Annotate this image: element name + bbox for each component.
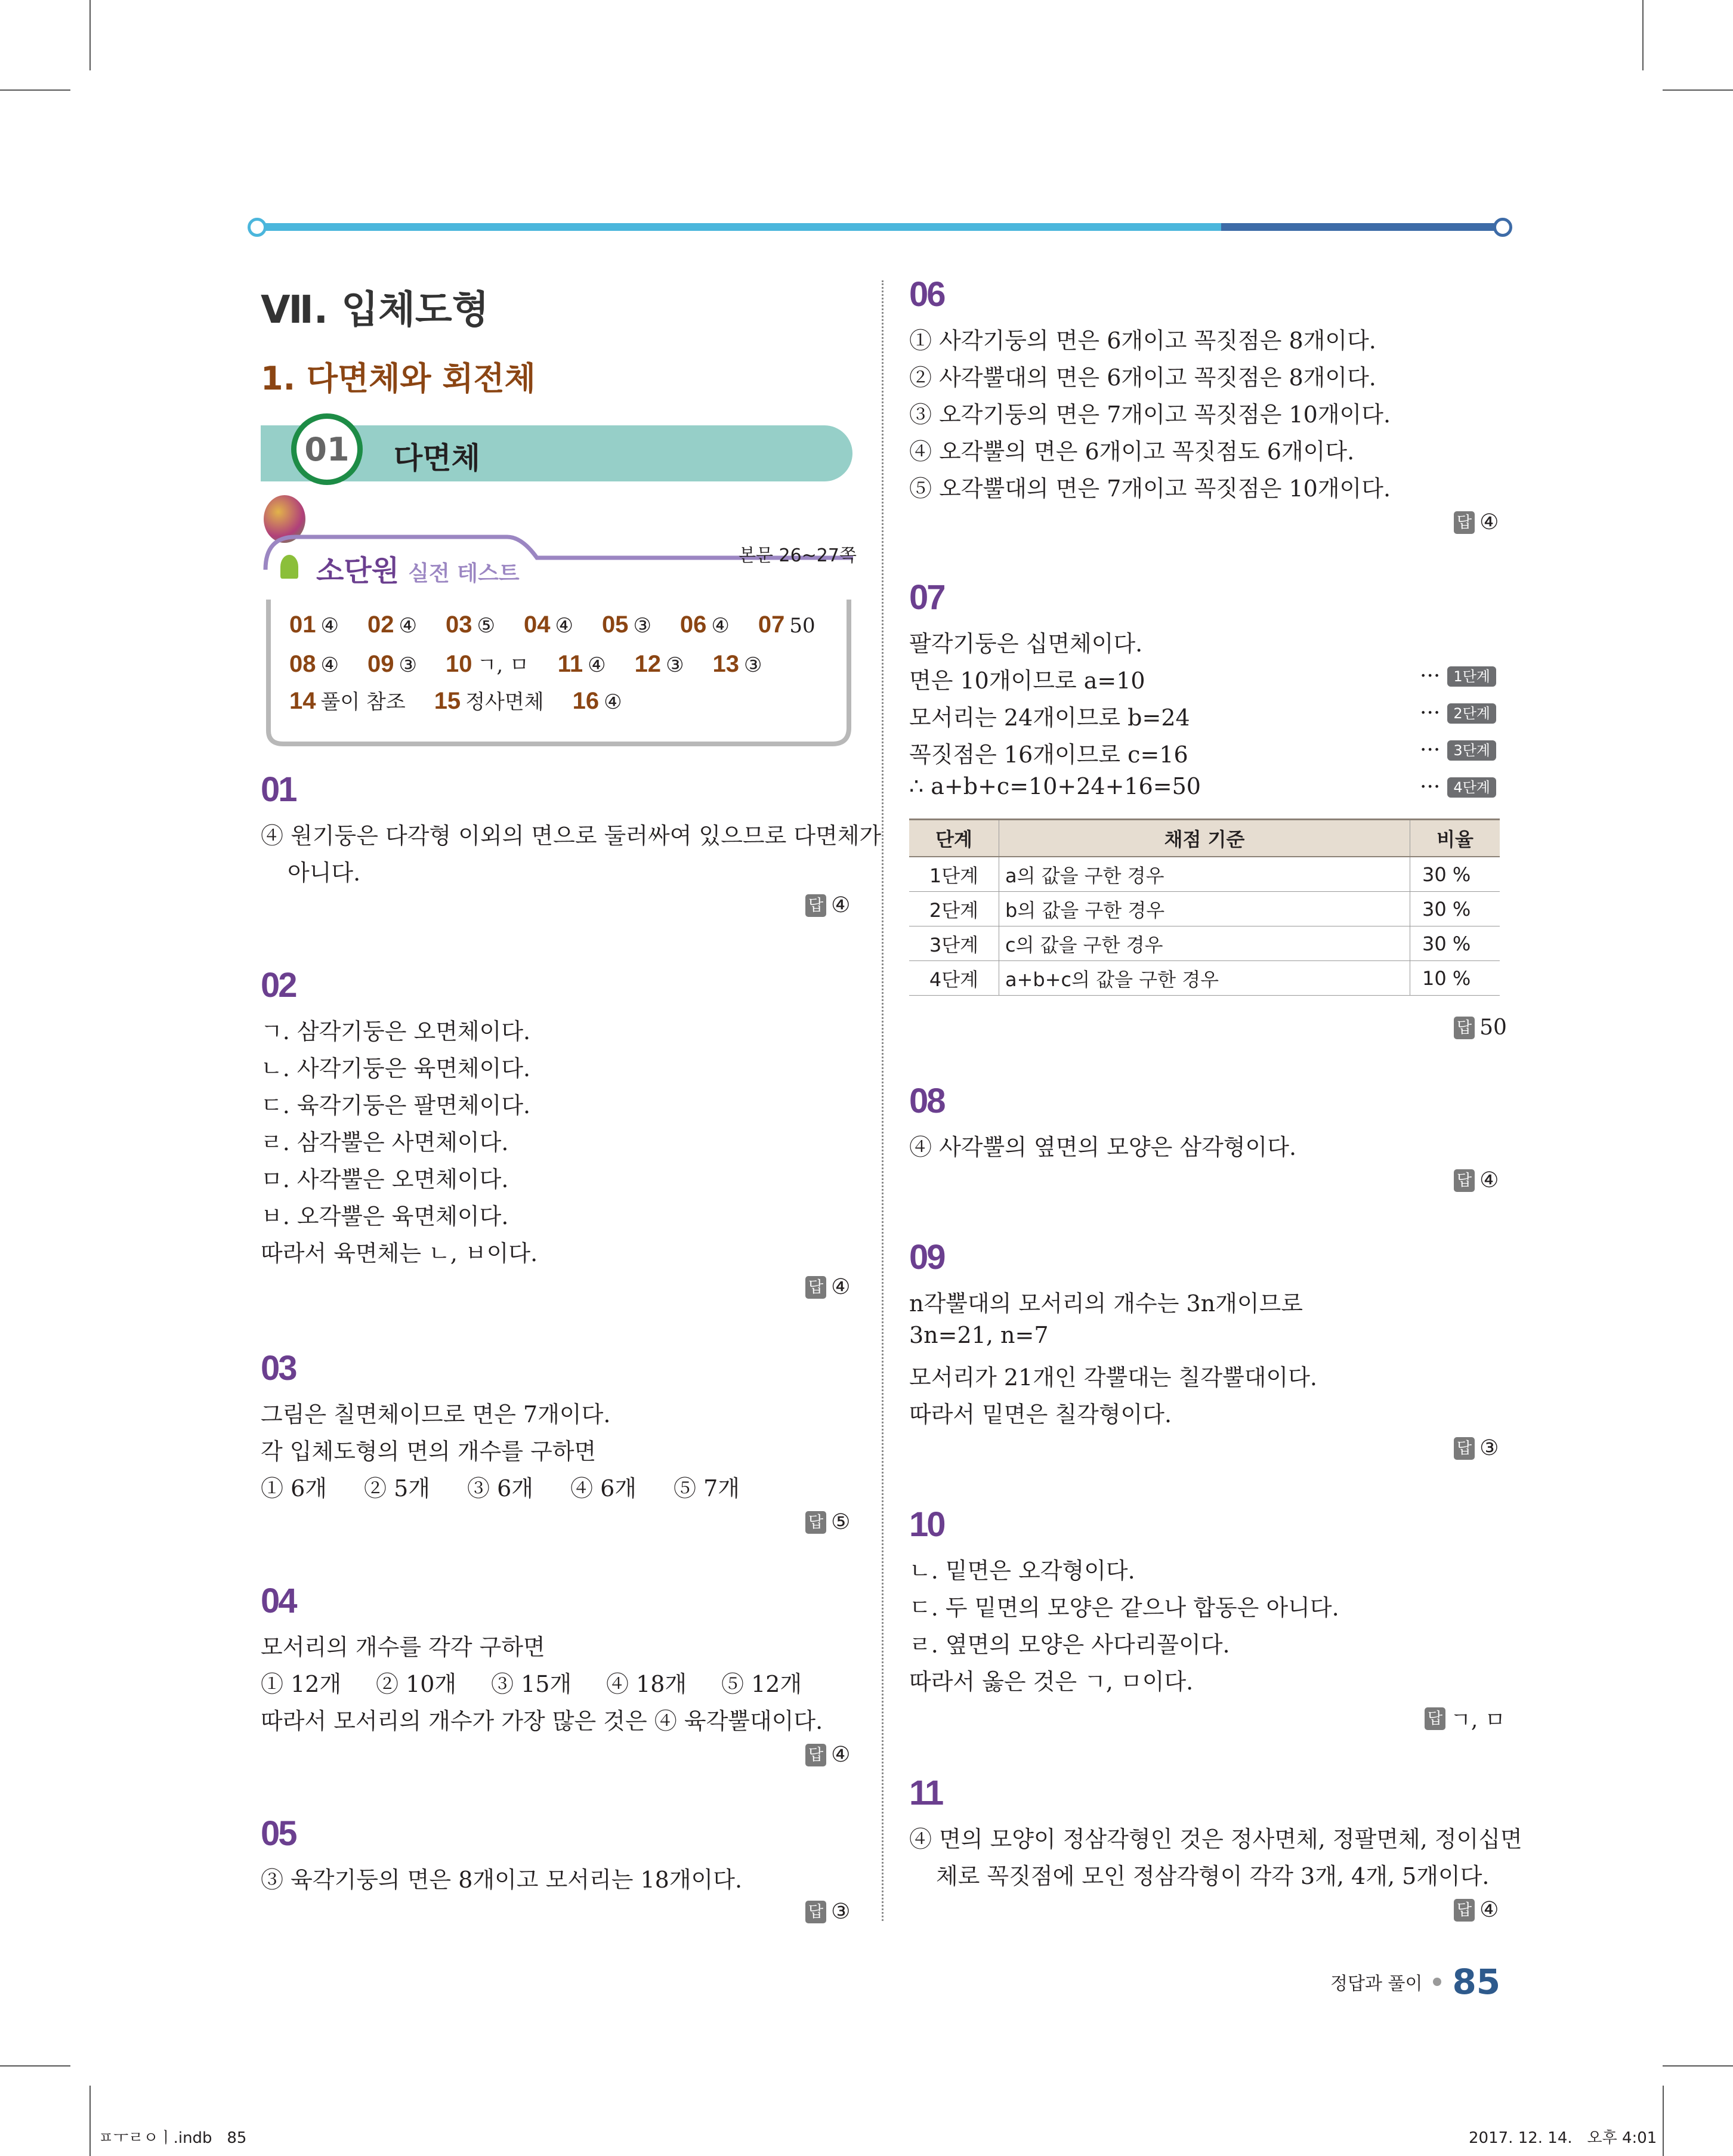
- crop-mark: [1642, 0, 1644, 70]
- table-cell: b의 값을 구한 경우: [999, 892, 1410, 926]
- answer-value: ④: [1479, 1898, 1499, 1922]
- problem-number: 11: [909, 1774, 943, 1812]
- step-dots: ···: [1420, 701, 1441, 725]
- answer-badge: 답: [1454, 1169, 1475, 1192]
- answer-key-number: 12: [634, 651, 662, 677]
- step-marker: [1420, 664, 1496, 688]
- unit-number-badge: [291, 413, 363, 485]
- footer-label: 정답과 풀이: [1330, 1973, 1423, 1994]
- problem-text: 체로 꼭짓점에 모인 정삼각형이 각각 3개, 4개, 5개이다.: [936, 1863, 1490, 1889]
- answer-key-value: ③: [744, 653, 762, 677]
- answer-value: ④: [1479, 1168, 1499, 1193]
- crop-mark: [1663, 2086, 1664, 2156]
- answer-key-number: 01: [289, 611, 316, 638]
- answer-line: [805, 1275, 850, 1299]
- problem-text: ㄴ. 사각기둥은 육면체이다.: [261, 1055, 531, 1082]
- problem-text: n각뿔대의 모서리의 개수는 3n개이므로: [909, 1290, 1303, 1317]
- problem-text: ④ 오각뿔의 면은 6개이고 꼭짓점도 6개이다.: [909, 438, 1355, 465]
- table-header: 비율: [1410, 820, 1500, 857]
- problem-text: ㄱ. 삼각기둥은 오면체이다.: [261, 1018, 531, 1045]
- choice: ⑤ 12개: [721, 1671, 802, 1697]
- problem-text: 모서리가 21개인 각뿔대는 칠각뿔대이다.: [909, 1364, 1317, 1391]
- problem-number: 07: [909, 578, 944, 617]
- choice: ③ 15개: [491, 1671, 572, 1697]
- problem-text: ㄷ. 두 밑면의 모양은 같으나 합동은 아니다.: [909, 1595, 1339, 1621]
- answer-key-number: 02: [367, 611, 394, 638]
- answer-key-number: 07: [758, 611, 785, 638]
- step-dots: ···: [1420, 664, 1441, 688]
- answer-key-value: ③: [633, 614, 651, 638]
- answer-line: [805, 1899, 850, 1924]
- choice: ① 12개: [261, 1671, 342, 1697]
- answer-value: ④: [831, 1275, 851, 1299]
- step-text: 모서리는 24개이므로 b=24: [909, 705, 1190, 731]
- page-reference: 본문 26~27쪽: [739, 545, 857, 566]
- choice: ④ 6개: [570, 1475, 637, 1502]
- crop-mark: [1663, 89, 1733, 91]
- problem-text: 그림은 칠면체이므로 면은 7개이다.: [261, 1401, 611, 1428]
- table-cell: 3단계: [909, 926, 999, 961]
- table-cell: c의 값을 구한 경우: [999, 926, 1410, 961]
- test-subtitle: 실전 테스트: [408, 561, 520, 586]
- answer-key-number: 05: [601, 611, 629, 638]
- answer-line: [1454, 510, 1499, 535]
- choice: ③ 6개: [467, 1475, 533, 1502]
- crop-mark: [89, 0, 91, 70]
- table-row: [909, 892, 1500, 926]
- step-badge: 2단계: [1447, 703, 1496, 724]
- answer-badge: 답: [805, 1744, 826, 1766]
- answer-key-value: ③: [399, 653, 417, 677]
- answer-value: ④: [831, 1743, 851, 1767]
- table-row: [909, 857, 1500, 892]
- step-marker: [1420, 775, 1496, 799]
- problem-text: 각 입체도형의 면의 개수를 구하면: [261, 1438, 597, 1465]
- problem-text: ㅁ. 사각뿔은 오면체이다.: [261, 1166, 509, 1193]
- answer-badge: 답: [1454, 1017, 1475, 1039]
- problem-number: 05: [261, 1814, 296, 1853]
- answer-line: [1425, 1703, 1506, 1734]
- choice: ⑤ 7개: [674, 1475, 740, 1502]
- answer-value: ③: [1479, 1436, 1499, 1460]
- column-divider: [882, 280, 884, 1921]
- answer-line: [805, 893, 850, 918]
- answer-key-value: ④: [320, 653, 339, 677]
- problem-number: 01: [261, 770, 296, 809]
- problem-text: ㅂ. 오각뿔은 육면체이다.: [261, 1203, 509, 1230]
- table-cell: 10 %: [1410, 961, 1500, 996]
- step-marker: [1420, 701, 1496, 725]
- answer-badge: 답: [805, 1511, 826, 1534]
- problem-text: 따라서 육면체는 ㄴ, ㅂ이다.: [261, 1240, 538, 1267]
- answer-line: [1454, 1898, 1499, 1922]
- answer-badge: 답: [805, 1276, 826, 1299]
- unit-number: 01: [304, 430, 350, 468]
- answer-badge: 답: [1454, 511, 1475, 534]
- problem-number: 03: [261, 1349, 296, 1388]
- answer-key-row: [289, 611, 844, 648]
- answer-value: ④: [1479, 510, 1499, 535]
- table-cell: 4단계: [909, 961, 999, 996]
- answer-value: ㄱ, ㅁ: [1450, 1708, 1506, 1732]
- table-cell: 30 %: [1410, 857, 1500, 892]
- slug-file: ㅍㅜㄹㅇㅣ.indb 85: [98, 2129, 247, 2147]
- crop-mark: [0, 89, 70, 91]
- answer-value: 50: [1479, 1015, 1507, 1040]
- choice: ① 6개: [261, 1475, 327, 1502]
- table-row: [909, 926, 1500, 961]
- problem-text: ④ 사각뿔의 옆면의 모양은 삼각형이다.: [909, 1134, 1297, 1160]
- answer-key-number: 09: [367, 651, 394, 677]
- problem-text: ⑤ 오각뿔대의 면은 7개이고 꼭짓점은 10개이다.: [909, 475, 1391, 502]
- choice: ② 10개: [376, 1671, 457, 1697]
- answer-key-number: 08: [289, 651, 316, 677]
- footer: [1330, 1962, 1500, 2002]
- answer-key-value: ④: [711, 614, 730, 638]
- answer-line: [1454, 1168, 1499, 1193]
- grading-table: [909, 818, 1500, 996]
- table-cell: 2단계: [909, 892, 999, 926]
- step-text: 꼭짓점은 16개이므로 c=16: [909, 742, 1188, 768]
- problem-text: ④ 면의 모양이 정삼각형인 것은 정사면체, 정팔면체, 정이십면: [909, 1826, 1522, 1852]
- problem-text: 따라서 옳은 것은 ㄱ, ㅁ이다.: [909, 1669, 1194, 1695]
- answer-badge: 답: [805, 1901, 826, 1923]
- answer-key-value: ㄱ, ㅁ: [477, 653, 529, 677]
- problem-text: 아니다.: [288, 860, 361, 886]
- answer-key-value: ④: [604, 690, 622, 714]
- answer-key-row: [289, 685, 844, 722]
- answer-key-number: 13: [712, 651, 740, 677]
- problem-number: 06: [909, 275, 944, 314]
- answer-key-row: [289, 648, 844, 685]
- step-marker: [1420, 738, 1496, 762]
- test-title: 소단원: [316, 554, 400, 588]
- choice: ④ 18개: [606, 1671, 687, 1697]
- problem-number: 10: [909, 1505, 944, 1544]
- answer-key-value: 정사면체: [465, 690, 544, 714]
- answer-key-value: ③: [666, 653, 684, 677]
- answer-key-number: 11: [557, 651, 583, 677]
- answer-key: [289, 611, 844, 722]
- problem-text: ① 사각기둥의 면은 6개이고 꼭짓점은 8개이다.: [909, 328, 1376, 354]
- problem-text: ㄹ. 삼각뿔은 사면체이다.: [261, 1129, 509, 1156]
- problem-text: ② 사각뿔대의 면은 6개이고 꼭짓점은 8개이다.: [909, 365, 1376, 391]
- answer-badge: 답: [1454, 1899, 1475, 1922]
- step-badge: 1단계: [1447, 666, 1496, 687]
- answer-badge: 답: [805, 894, 826, 917]
- crop-mark: [1663, 2065, 1733, 2067]
- answer-key-value: ④: [555, 614, 573, 638]
- step-text: ∴ a+b+c=10+24+16=50: [909, 773, 1201, 799]
- problem-number: 02: [261, 966, 296, 1005]
- problem-text: 모서리의 개수를 각각 구하면: [261, 1634, 545, 1660]
- step-dots: ···: [1420, 775, 1441, 799]
- problem-text: 팔각기둥은 십면체이다.: [909, 631, 1143, 657]
- problem-number: 04: [261, 1582, 296, 1620]
- slug-date: 2017. 12. 14. 오후 4:01: [1469, 2129, 1657, 2147]
- crop-mark: [0, 2065, 70, 2067]
- answer-badge: 답: [1425, 1707, 1445, 1730]
- test-banner-title: [316, 548, 520, 589]
- top-rule: [248, 218, 1512, 236]
- table-cell: a의 값을 구한 경우: [999, 857, 1410, 892]
- unit-title: 다면체: [394, 441, 480, 475]
- table-cell: 1단계: [909, 857, 999, 892]
- table-header: 채점 기준: [999, 820, 1410, 857]
- footer-dot-icon: [1433, 1978, 1441, 1986]
- problem-text: ④ 원기둥은 다각형 이외의 면으로 둘러싸여 있으므로 다면체가: [261, 823, 882, 849]
- problem-text: ③ 육각기둥의 면은 8개이고 모서리는 18개이다.: [261, 1867, 743, 1893]
- answer-line: [1454, 1015, 1507, 1040]
- table-cell: 30 %: [1410, 892, 1500, 926]
- answer-line: [1454, 1436, 1499, 1460]
- answer-line: [805, 1510, 850, 1534]
- problem-text: ㄹ. 옆면의 모양은 사다리꼴이다.: [909, 1632, 1230, 1658]
- answer-key-value: ⑤: [477, 614, 495, 638]
- step-dots: ···: [1420, 738, 1441, 762]
- answer-key-value: 50: [789, 614, 815, 638]
- table-row: [909, 961, 1500, 996]
- answer-value: ⑤: [831, 1510, 851, 1534]
- crop-mark: [89, 2086, 91, 2156]
- answer-line: [805, 1743, 850, 1767]
- choice: ② 5개: [364, 1475, 430, 1502]
- section-title: 1. 다면체와 회전체: [261, 360, 536, 397]
- answer-key-number: 10: [445, 651, 472, 677]
- answer-value: ④: [831, 893, 851, 918]
- answer-key-number: 06: [679, 611, 707, 638]
- table-header-row: [909, 820, 1500, 857]
- answer-key-value: 풀이 참조: [320, 690, 406, 714]
- answer-key-value: ④: [320, 614, 339, 638]
- answer-key-value: ④: [588, 653, 606, 677]
- problem-text: 따라서 밑면은 칠각형이다.: [909, 1401, 1172, 1428]
- table-header: 단계: [909, 820, 999, 857]
- table-cell: a+b+c의 값을 구한 경우: [999, 961, 1410, 996]
- answer-key-value: ④: [399, 614, 417, 638]
- answer-key-number: 15: [434, 688, 461, 714]
- problem-text: ③ 오각기둥의 면은 7개이고 꼭짓점은 10개이다.: [909, 401, 1391, 428]
- answer-key-number: 04: [523, 611, 551, 638]
- table-cell: 30 %: [1410, 926, 1500, 961]
- step-badge: 3단계: [1447, 740, 1496, 761]
- sprout-icon: [280, 555, 298, 579]
- answer-value: ③: [831, 1899, 851, 1924]
- answer-key-number: 14: [289, 688, 316, 714]
- answer-key-number: 03: [445, 611, 472, 638]
- problem-text: 따라서 모서리의 개수가 가장 많은 것은 ④ 육각뿔대이다.: [261, 1708, 823, 1734]
- problem-text: ㄴ. 밑면은 오각형이다.: [909, 1558, 1135, 1584]
- problem-text: 3n=21, n=7: [909, 1322, 1049, 1348]
- chapter-title: Ⅶ. 입체도형: [261, 288, 489, 332]
- page-number: 85: [1452, 1962, 1501, 2002]
- answer-key-number: 16: [572, 688, 600, 714]
- problem-text: ㄷ. 육각기둥은 팔면체이다.: [261, 1092, 531, 1119]
- step-badge: 4단계: [1447, 777, 1496, 798]
- problem-number: 09: [909, 1238, 944, 1277]
- problem-number: 08: [909, 1082, 944, 1120]
- step-text: 면은 10개이므로 a=10: [909, 668, 1145, 694]
- answer-badge: 답: [1454, 1437, 1475, 1460]
